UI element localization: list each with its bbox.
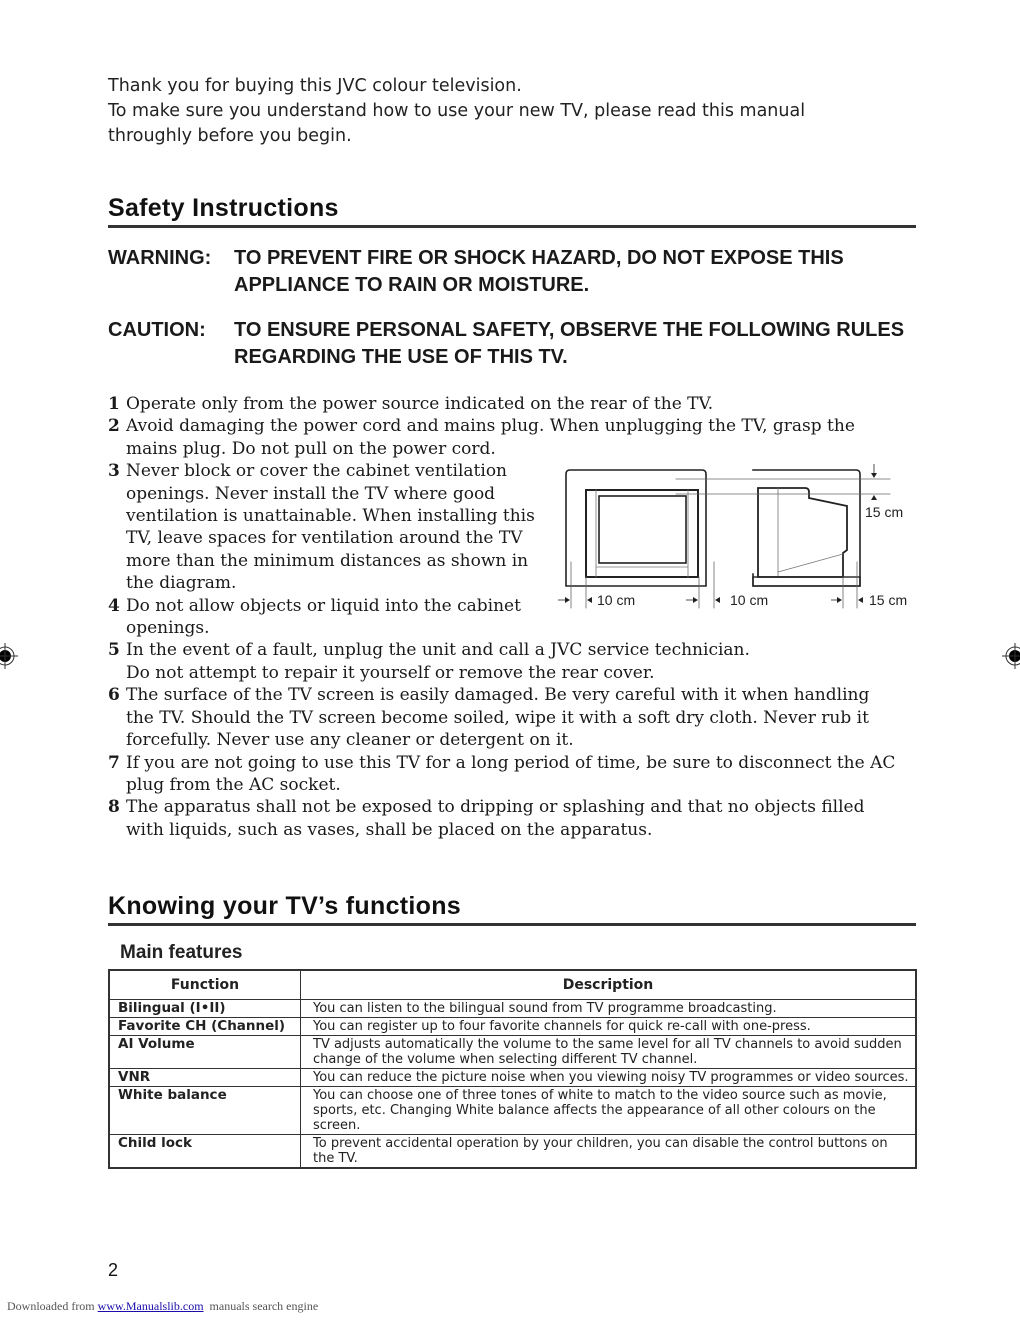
description-cell: You can listen to the bilingual sound from TV programme broadcasting. (301, 1000, 917, 1018)
front-tv-screen (599, 496, 686, 563)
intro-line-1: Thank you for buying this JVC colour television. (108, 76, 522, 96)
intro-line-3: throughly before you begin. (108, 126, 352, 146)
function-column-header: Function (109, 970, 301, 1000)
middle-clearance-label: 10 cm (730, 592, 769, 608)
function-cell: Favorite CH (Channel) (109, 1018, 301, 1036)
caution-label: CAUTION: (108, 319, 206, 341)
item-text: In the event of a fault, unplug the unit and call a JVC service technician. (126, 640, 750, 661)
item-text-2: Do not attempt to repair it yourself or remove the rear cover. (126, 662, 655, 683)
description-cell: TV adjusts automatically the volume to the same level for all TV channels to avoid sudden change of the volume when selecting different TV channel. (301, 1036, 917, 1069)
function-cell: VNR (109, 1069, 301, 1087)
download-footer (7, 1299, 318, 1314)
safety-item-4 (108, 595, 546, 640)
safety-item-2 (108, 415, 898, 460)
intro-line-2: To make sure you understand how to use your new TV, please read this manual (108, 101, 806, 121)
footer-suffix: manuals search engine (203, 1299, 319, 1313)
features-table (108, 969, 917, 1169)
function-cell: White balance (109, 1087, 301, 1135)
registration-mark-left-icon (0, 643, 18, 669)
item-number: 4 (108, 595, 120, 616)
arrow-left-icon (715, 597, 720, 603)
arrow-up-icon (871, 495, 877, 500)
warning-text: TO PREVENT FIRE OR SHOCK HAZARD, DO NOT EXPOSE THIS APPLIANCE TO RAIN OR MOISTURE. (234, 247, 844, 296)
item-text: Never block or cover the cabinet ventilation openings. Never install the TV where good ventilation is unattainable. When installing this TV, leave spaces for ventilation around the TV more than the minimum distances as shown in the diagram. (126, 461, 535, 594)
function-cell: Child lock (109, 1135, 301, 1169)
item-number: 5 (108, 640, 120, 661)
safety-item-7 (108, 752, 898, 797)
item-text: Do not allow objects or liquid into the cabinet openings. (126, 595, 521, 639)
item-number: 1 (108, 394, 120, 414)
description-cell: You can choose one of three tones of white to match to the video source such as movie, sports, etc. Changing White balance affects the appearance of all other colours on the screen. (301, 1087, 917, 1135)
table-row (109, 1000, 916, 1018)
table-row (109, 1087, 916, 1135)
safety-item-6 (108, 684, 898, 751)
item-number: 2 (108, 416, 120, 437)
warning-block (108, 245, 918, 301)
description-cell: To prevent accidental operation by your children, you can disable the control buttons on the TV. (301, 1135, 917, 1169)
item-text: Operate only from the power source indicated on the rear of the TV. (126, 394, 714, 414)
description-cell: You can register up to four favorite channels for quick re-call with one-press. (301, 1018, 917, 1036)
page-number: 2 (108, 1260, 119, 1280)
top-clearance-label: 15 cm (865, 504, 904, 520)
rear-clearance-label: 15 cm (869, 592, 908, 608)
item-number: 3 (108, 461, 120, 482)
item-text: The apparatus shall not be exposed to dripping or splashing and that no objects filled with liquids, such as vases, shall be placed on the apparatus. (126, 797, 865, 840)
front-tv-body (586, 490, 698, 577)
arrow-left-icon (587, 597, 592, 603)
function-cell: Bilingual (I•II) (109, 1000, 301, 1018)
item-text: The surface of the TV screen is easily damaged. Be very careful with it when handling the TV. Should the TV screen become soiled, wipe it with a soft dry cloth. Never rub it forcefully. Never use any cleaner or detergent on it. (126, 685, 870, 751)
table-row (109, 1018, 916, 1036)
table-row (109, 1135, 916, 1169)
table-header-row (109, 970, 916, 1000)
footer-prefix: Downloaded from (7, 1299, 98, 1313)
caution-text: TO ENSURE PERSONAL SAFETY, OBSERVE THE FOLLOWING RULES REGARDING THE USE OF THIS TV. (234, 319, 905, 368)
table-row (109, 1036, 916, 1069)
item-text: Avoid damaging the power cord and mains plug. When unplugging the TV, grasp the mains plug. Do not pull on the power cord. (126, 416, 855, 459)
table-row (109, 1069, 916, 1087)
ventilation-clearance-diagram (556, 462, 920, 612)
intro-text (108, 74, 908, 149)
main-features-subheading: Main features (120, 942, 243, 963)
function-cell: AI Volume (109, 1036, 301, 1069)
safety-item-5 (108, 639, 898, 684)
item-text: If you are not going to use this TV for a long period of time, be sure to disconnect the AC plug from the AC socket. (126, 752, 896, 795)
functions-heading: Knowing your TV’s functions (108, 891, 916, 926)
safety-item-3 (108, 460, 546, 594)
caution-block (108, 317, 918, 373)
safety-list (108, 393, 898, 841)
side-tv-body (758, 488, 847, 577)
safety-item-8 (108, 796, 898, 841)
item-number: 8 (108, 797, 120, 818)
item-number: 6 (108, 685, 120, 706)
registration-mark-right-icon (1002, 643, 1020, 669)
manualslib-link[interactable]: www.Manualslib.com (97, 1299, 204, 1313)
description-cell: You can reduce the picture noise when you viewing noisy TV programmes or video sources. (301, 1069, 917, 1087)
item-number: 7 (108, 752, 120, 773)
safety-instructions-heading: Safety Instructions (108, 193, 916, 228)
arrow-left-icon (858, 597, 863, 603)
warning-label: WARNING: (108, 247, 212, 269)
description-column-header: Description (301, 970, 917, 1000)
left-clearance-label: 10 cm (597, 592, 636, 608)
safety-item-1 (108, 393, 898, 415)
